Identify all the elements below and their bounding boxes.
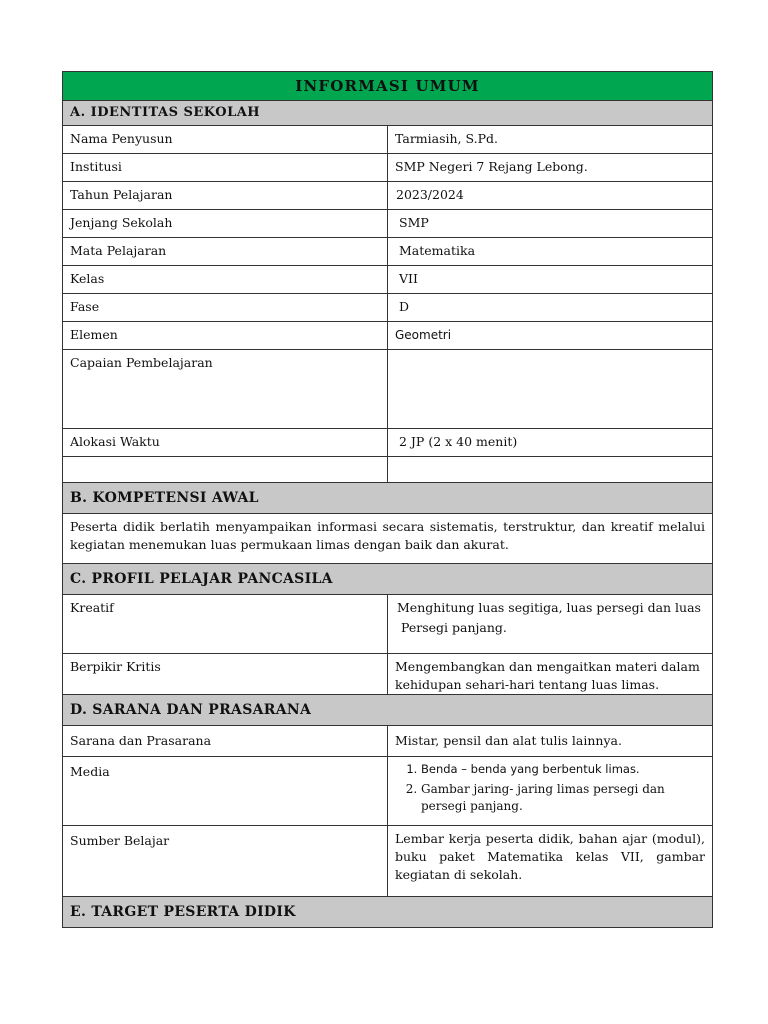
row-value (388, 210, 713, 238)
value-line: kehidupan sehari-hari tentang luas limas. (395, 677, 660, 692)
info-sheet (62, 71, 713, 928)
media-list (395, 761, 705, 815)
section-c-heading: C. PROFIL PELAJAR PANCASILA (63, 564, 713, 595)
value-line: Mengembangkan dan mengaitkan materi dalam (395, 659, 700, 674)
section-d-heading: D. SARANA DAN PRASARANA (63, 695, 713, 726)
row-label: Capaian Pembelajaran (63, 350, 388, 429)
row-label: Nama Penyusun (63, 126, 388, 154)
row-value-text: SMP (399, 215, 429, 230)
row-value (388, 266, 713, 294)
list-item-text: Gambar jaring- jaring limas persegi dan persegi panjang. (421, 782, 665, 813)
row-label: Berpikir Kritis (63, 654, 388, 695)
row-value-text: D (399, 299, 410, 314)
row-value-text: VII (399, 271, 418, 286)
row-value (388, 429, 713, 457)
row-value (388, 595, 713, 654)
empty-cell (388, 457, 713, 483)
row-value: Tarmiasih, S.Pd. (388, 126, 713, 154)
row-value (388, 238, 713, 266)
row-label: Kelas (63, 266, 388, 294)
row-value: Geometri (388, 322, 713, 350)
row-label: Mata Pelajaran (63, 238, 388, 266)
row-label: Sarana dan Prasarana (63, 726, 388, 757)
row-label: Jenjang Sekolah (63, 210, 388, 238)
row-value (388, 294, 713, 322)
row-label: Fase (63, 294, 388, 322)
value-line: Menghitung luas segitiga, luas persegi dan luas (397, 600, 701, 615)
row-label: Institusi (63, 154, 388, 182)
row-label: Alokasi Waktu (63, 429, 388, 457)
row-label: Tahun Pelajaran (63, 182, 388, 210)
value-line: Persegi panjang. (401, 620, 507, 635)
info-table (62, 71, 713, 928)
section-b-text: Peserta didik berlatih menyampaikan informasi secara sistematis, terstruktur, dan kreatif melalui kegiatan menemukan luas permukaan limas dengan baik dan akurat. (63, 514, 713, 564)
row-value: Mistar, pensil dan alat tulis lainnya. (388, 726, 713, 757)
list-item (421, 781, 705, 815)
row-value (388, 350, 713, 429)
list-item (421, 761, 705, 778)
row-value (388, 757, 713, 826)
section-e-heading: E. TARGET PESERTA DIDIK (63, 897, 713, 928)
section-b-heading: B. KOMPETENSI AWAL (63, 483, 713, 514)
row-value: SMP Negeri 7 Rejang Lebong. (388, 154, 713, 182)
section-a-heading: A. IDENTITAS SEKOLAH (63, 101, 713, 126)
row-label: Media (63, 757, 388, 826)
row-label: Elemen (63, 322, 388, 350)
row-value-text: 2 JP (2 x 40 menit) (399, 434, 518, 449)
list-item-text: Benda – benda yang berbentuk limas. (421, 762, 640, 776)
row-value-text: Matematika (399, 243, 476, 258)
row-label: Kreatif (63, 595, 388, 654)
row-value (388, 654, 713, 695)
row-value (388, 182, 713, 210)
row-value-text: 2023/2024 (396, 187, 464, 202)
row-label: Sumber Belajar (63, 826, 388, 897)
empty-cell (63, 457, 388, 483)
document-title: INFORMASI UMUM (63, 72, 713, 101)
row-value: Lembar kerja peserta didik, bahan ajar (modul), buku paket Matematika kelas VII, gambar kegiatan di sekolah. (388, 826, 713, 897)
